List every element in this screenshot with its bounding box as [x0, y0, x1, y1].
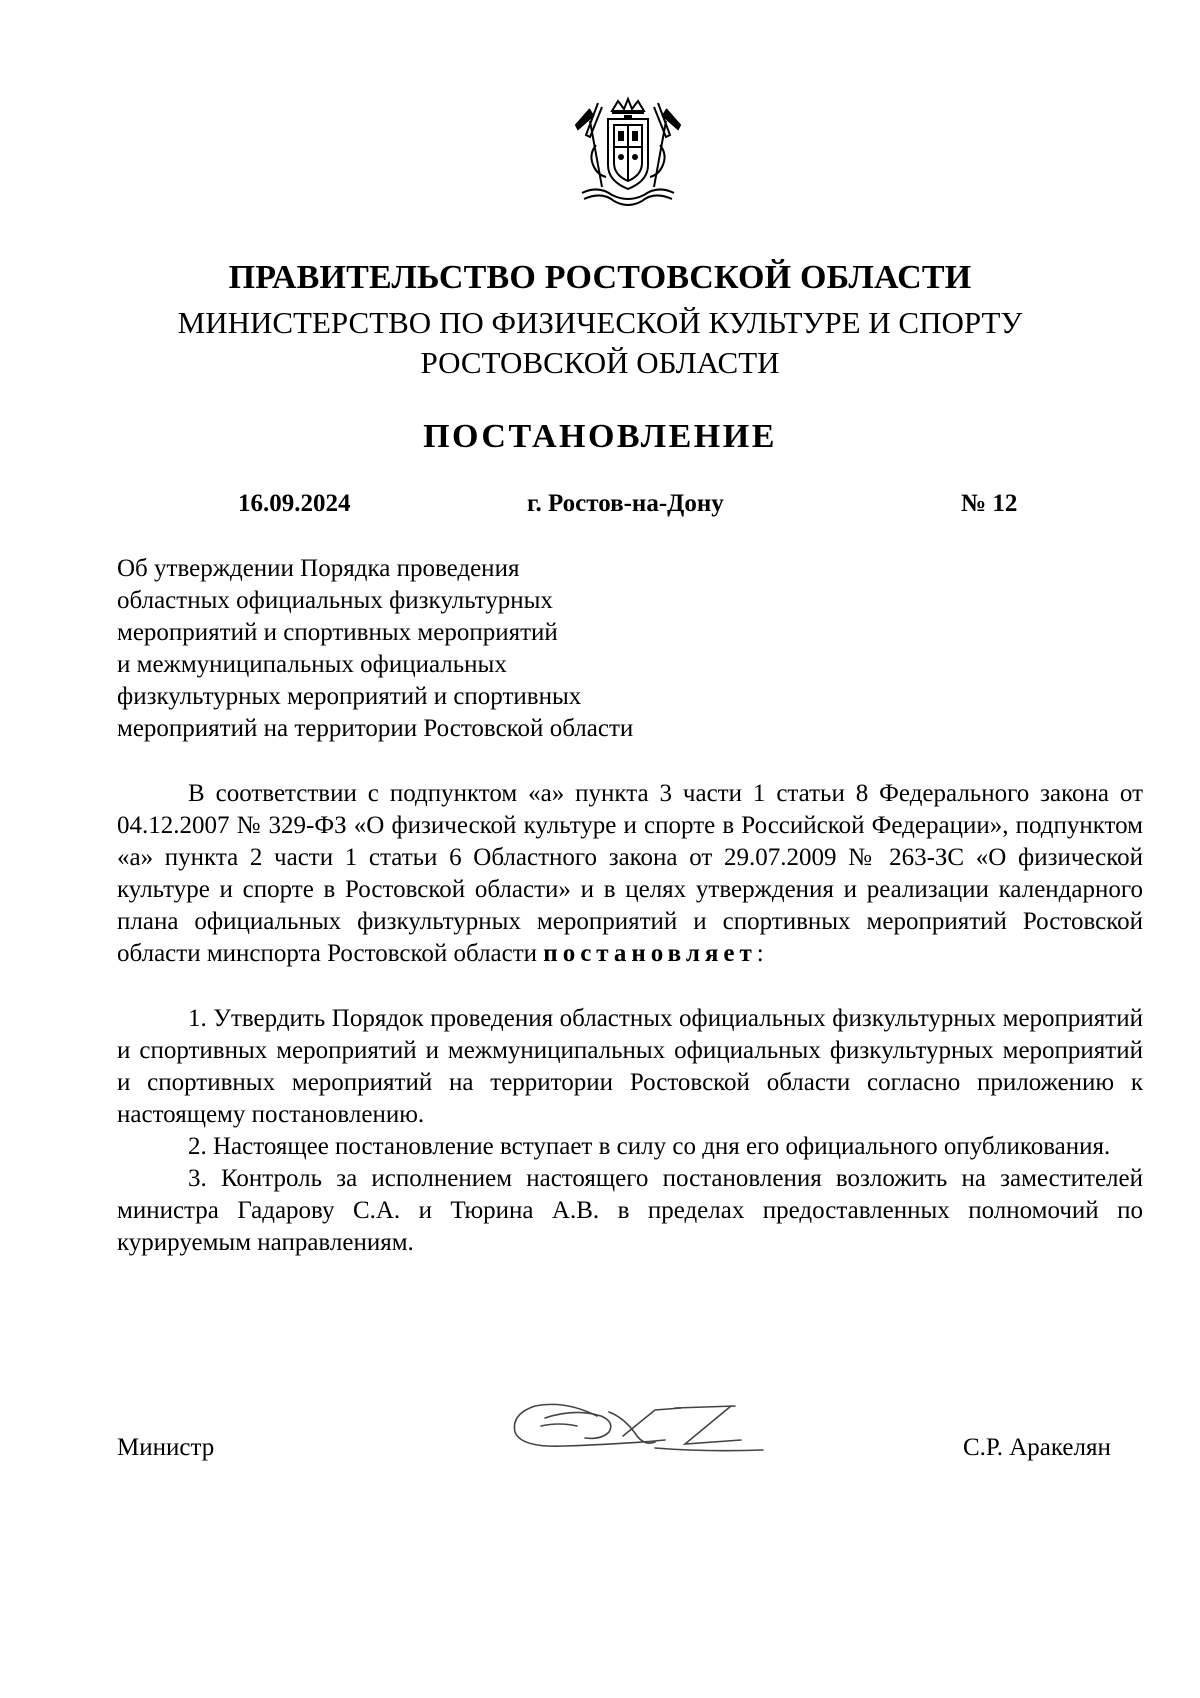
subject-line: и межмуниципальных официальных — [117, 651, 507, 678]
clause-item: 2. Настоящее постановление вступает в силу со дня его официального опубликования. — [188, 1133, 1111, 1160]
subject-line: областных официальных физкультурных — [117, 587, 553, 614]
document-date: 16.09.2024 — [238, 490, 351, 517]
org-ministry-line1: МИНИСТЕРСТВО ПО ФИЗИЧЕСКОЙ КУЛЬТУРЕ И СПОРТУ — [177, 305, 1023, 340]
preamble-end: : — [756, 940, 764, 967]
coat-of-arms-icon — [568, 95, 688, 213]
clause-item: 1. Утвердить Порядок проведения областных официальных физкультурных мероприятий и спортивных мероприятий и межмуниципальных официальных физкультурных мероприятий и спортивных мероприятий на территории Ростовской области согласно приложению к настоящему постановлению. — [117, 1005, 1143, 1128]
document-body — [117, 778, 1143, 1259]
decree-word: постановляет — [543, 940, 757, 967]
clause-item: 3. Контроль за исполнением настоящего постановления возложить на заместителей министра Гадарову С.А. и Тюрина А.В. в пределах предоставленных полномочий по курируемым направлениям. — [117, 1165, 1143, 1256]
org-ministry-line2: РОСТОВСКОЙ ОБЛАСТИ — [420, 345, 780, 380]
preamble-text: В соответствии с подпунктом «а» пункта 3 части 1 статьи 8 Федерального закона от 04.12.2007 № 329-ФЗ «О физической культуре и спорте в Российской Федерации», подпунктом «а» пункта 2 части 1 статьи 6 Областного закона от 29.07.2009 № 263-ЗС «О физической культуре и спорте в Ростовской области» и в целях утверждения и реализации календарного плана официальных физкультурных мероприятий и спортивных мероприятий Ростовской области минспорта Ростовской области — [117, 780, 1143, 967]
subject-line: мероприятий на территории Ростовской области — [117, 715, 634, 742]
handwritten-signature — [505, 1396, 785, 1462]
org-government-title: ПРАВИТЕЛЬСТВО РОСТОВСКОЙ ОБЛАСТИ — [228, 259, 972, 296]
document-number: № 12 — [961, 490, 1018, 517]
subject-line: мероприятий и спортивных мероприятий — [117, 619, 558, 646]
signatory-title: Министр — [117, 1434, 215, 1461]
subject-line: физкультурных мероприятий и спортивных — [117, 683, 582, 710]
signatory-name: С.Р. Аракелян — [963, 1434, 1111, 1461]
document-city: г. Ростов-на-Дону — [527, 490, 724, 517]
document-type-title: ПОСТАНОВЛЕНИЕ — [423, 418, 777, 455]
preamble-paragraph — [117, 778, 1143, 970]
subject-line: Об утверждении Порядка проведения — [117, 555, 520, 582]
document-subject — [117, 553, 757, 745]
